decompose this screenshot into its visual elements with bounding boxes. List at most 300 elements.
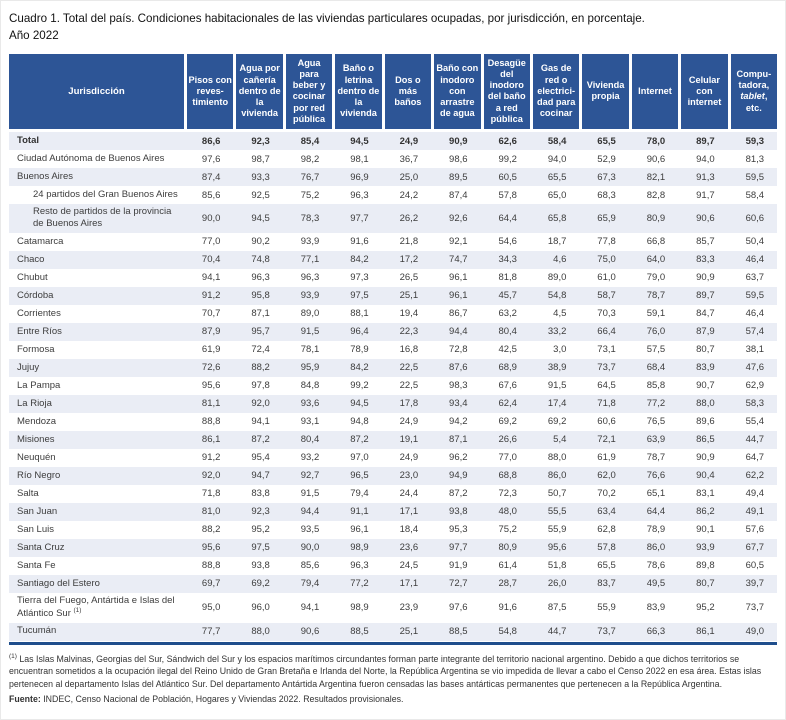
value-cell: 94,7 xyxy=(251,470,270,482)
table-row xyxy=(9,204,777,233)
row-label: 24 partidos del Gran Buenos Aires xyxy=(33,188,178,200)
value-cell: 93,2 xyxy=(300,452,320,464)
value-cell: 88,1 xyxy=(350,308,369,320)
value-cell: 92,1 xyxy=(449,236,468,248)
value-cell: 90,0 xyxy=(300,542,320,554)
value-cell: 93,9 xyxy=(300,236,320,248)
value-cell: 60,5 xyxy=(745,560,765,572)
value-cell: 94,1 xyxy=(300,602,320,614)
value-cell: 26,5 xyxy=(399,272,419,284)
value-cell: 49,5 xyxy=(646,578,666,590)
value-cell: 90,6 xyxy=(696,212,715,224)
value-cell: 45,7 xyxy=(498,290,517,302)
value-cell: 87,9 xyxy=(696,326,715,338)
column-header: Compu-tadora, tablet, etc. xyxy=(731,54,777,129)
value-cell: 88,8 xyxy=(201,560,221,572)
value-cell: 94,4 xyxy=(300,506,320,518)
value-cell: 78,0 xyxy=(646,135,666,147)
row-label: San Juan xyxy=(17,505,58,517)
value-cell: 79,4 xyxy=(350,488,369,500)
table-row xyxy=(9,150,777,168)
value-cell: 64,7 xyxy=(745,452,765,464)
value-cell: 70,7 xyxy=(201,308,221,320)
table-row xyxy=(9,521,777,539)
value-cell: 62,6 xyxy=(498,135,517,147)
value-cell: 94,1 xyxy=(201,272,221,284)
value-cell: 81,0 xyxy=(201,506,221,518)
row-label: Santa Fe xyxy=(17,559,56,571)
table-row xyxy=(9,251,777,269)
value-cell: 85,7 xyxy=(696,236,715,248)
value-cell: 28,7 xyxy=(498,578,517,590)
source-text: INDEC, Censo Nacional de Población, Hogares y Viviendas 2022. Resultados provisionales. xyxy=(40,693,404,704)
value-cell: 98,9 xyxy=(350,542,369,554)
value-cell: 87,1 xyxy=(449,434,468,446)
value-cell: 71,8 xyxy=(201,488,221,500)
value-cell: 90,6 xyxy=(646,153,666,165)
value-cell: 68,9 xyxy=(498,362,517,374)
table-row xyxy=(9,341,777,359)
value-cell: 72,1 xyxy=(597,434,616,446)
value-cell: 25,0 xyxy=(399,171,419,183)
column-header: Celular con internet xyxy=(681,54,727,129)
table-header-row xyxy=(9,54,777,129)
value-cell: 22,3 xyxy=(399,326,419,338)
value-cell: 65,5 xyxy=(597,560,616,572)
row-label: Resto de partidos de la provincia de Buenos Aires xyxy=(33,206,172,230)
value-cell: 24,9 xyxy=(399,452,419,464)
value-cell: 68,3 xyxy=(597,189,616,201)
value-cell: 84,7 xyxy=(696,308,715,320)
value-cell: 95,6 xyxy=(547,542,567,554)
value-cell: 88,8 xyxy=(201,416,221,428)
value-cell: 19,4 xyxy=(399,308,419,320)
value-cell: 65,5 xyxy=(597,135,616,147)
value-cell: 92,3 xyxy=(251,135,270,147)
value-cell: 59,5 xyxy=(745,171,765,183)
value-cell: 18,7 xyxy=(547,236,567,248)
value-cell: 58,4 xyxy=(547,135,567,147)
value-cell: 57,4 xyxy=(745,326,765,338)
value-cell: 65,1 xyxy=(646,488,666,500)
value-cell: 17,1 xyxy=(399,578,419,590)
value-cell: 89,0 xyxy=(547,272,567,284)
value-cell: 65,0 xyxy=(547,189,567,201)
value-cell: 83,9 xyxy=(696,362,715,374)
value-cell: 65,8 xyxy=(547,212,567,224)
table-row xyxy=(9,269,777,287)
value-cell: 97,5 xyxy=(251,542,270,554)
value-cell: 95,2 xyxy=(251,524,270,536)
value-cell: 78,1 xyxy=(300,344,320,356)
value-cell: 98,2 xyxy=(300,153,320,165)
value-cell: 86,6 xyxy=(201,135,221,147)
table-row xyxy=(9,593,777,623)
value-cell: 19,1 xyxy=(399,434,419,446)
value-cell: 59,1 xyxy=(646,308,666,320)
column-header: Internet xyxy=(632,54,678,129)
value-cell: 92,0 xyxy=(251,398,270,410)
value-cell: 88,2 xyxy=(251,362,270,374)
value-cell: 58,7 xyxy=(597,290,616,302)
value-cell: 87,4 xyxy=(449,189,468,201)
value-cell: 99,2 xyxy=(498,153,517,165)
value-cell: 44,7 xyxy=(547,626,567,638)
value-cell: 4,6 xyxy=(553,254,567,266)
value-cell: 93,8 xyxy=(449,506,468,518)
value-cell: 62,0 xyxy=(597,470,616,482)
value-cell: 97,8 xyxy=(251,380,270,392)
value-cell: 89,6 xyxy=(696,416,715,428)
value-cell: 81,8 xyxy=(498,272,517,284)
value-cell: 50,4 xyxy=(745,236,765,248)
value-cell: 88,0 xyxy=(696,398,715,410)
value-cell: 95,7 xyxy=(251,326,270,338)
value-cell: 26,6 xyxy=(498,434,517,446)
row-label: Corrientes xyxy=(17,307,61,319)
value-cell: 24,9 xyxy=(399,416,419,428)
value-cell: 63,9 xyxy=(646,434,666,446)
value-cell: 95,6 xyxy=(201,380,221,392)
value-cell: 62,4 xyxy=(498,398,517,410)
value-cell: 34,3 xyxy=(498,254,517,266)
value-cell: 72,4 xyxy=(251,344,270,356)
value-cell: 24,2 xyxy=(399,189,419,201)
value-cell: 58,4 xyxy=(745,189,765,201)
value-cell: 80,7 xyxy=(696,344,715,356)
value-cell: 77,1 xyxy=(300,254,320,266)
value-cell: 97,7 xyxy=(350,212,369,224)
value-cell: 92,0 xyxy=(201,470,221,482)
value-cell: 94,9 xyxy=(449,470,468,482)
value-cell: 77,0 xyxy=(201,236,221,248)
source-label: Fuente: xyxy=(9,693,41,704)
value-cell: 73,1 xyxy=(597,344,616,356)
table-row xyxy=(9,359,777,377)
value-cell: 55,4 xyxy=(745,416,765,428)
table-bottom-rule xyxy=(9,642,777,645)
value-cell: 78,9 xyxy=(350,344,369,356)
row-label: Catamarca xyxy=(17,235,64,247)
value-cell: 70,4 xyxy=(201,254,221,266)
value-cell: 33,2 xyxy=(547,326,567,338)
value-cell: 91,1 xyxy=(350,506,369,518)
row-label: Río Negro xyxy=(17,469,61,481)
value-cell: 83,3 xyxy=(696,254,715,266)
value-cell: 96,1 xyxy=(350,524,369,536)
value-cell: 92,5 xyxy=(251,189,270,201)
value-cell: 68,8 xyxy=(498,470,517,482)
value-cell: 89,5 xyxy=(449,171,468,183)
value-cell: 98,6 xyxy=(449,153,468,165)
value-cell: 61,9 xyxy=(201,344,221,356)
value-cell: 54,8 xyxy=(547,290,567,302)
value-cell: 96,3 xyxy=(350,560,369,572)
value-cell: 96,9 xyxy=(350,171,369,183)
value-cell: 82,8 xyxy=(646,189,666,201)
value-cell: 23,9 xyxy=(399,602,419,614)
value-cell: 24,9 xyxy=(399,135,419,147)
value-cell: 66,4 xyxy=(597,326,616,338)
value-cell: 76,7 xyxy=(300,171,320,183)
value-cell: 18,4 xyxy=(399,524,419,536)
value-cell: 77,7 xyxy=(201,626,221,638)
value-cell: 73,7 xyxy=(597,362,616,374)
value-cell: 94,5 xyxy=(350,135,369,147)
value-cell: 66,8 xyxy=(646,236,666,248)
value-cell: 72,8 xyxy=(449,344,468,356)
value-cell: 76,6 xyxy=(646,470,666,482)
value-cell: 95,2 xyxy=(696,602,715,614)
value-cell: 90,4 xyxy=(696,470,715,482)
column-header: Baño con inodoro con arrastre de agua xyxy=(434,54,480,129)
value-cell: 59,5 xyxy=(745,290,765,302)
row-label: Jujuy xyxy=(17,361,40,373)
value-cell: 96,3 xyxy=(300,272,320,284)
value-cell: 95,4 xyxy=(251,452,270,464)
value-cell: 39,7 xyxy=(745,578,765,590)
table-row xyxy=(9,395,777,413)
value-cell: 93,5 xyxy=(300,524,320,536)
column-header: Agua para beber y cocinar por red pública xyxy=(286,54,332,129)
value-cell: 88,5 xyxy=(350,626,369,638)
value-cell: 97,5 xyxy=(350,290,369,302)
footnote xyxy=(9,652,777,691)
column-header-jurisdiccion: Jurisdicción xyxy=(9,54,184,129)
table-row xyxy=(9,467,777,485)
value-cell: 88,5 xyxy=(449,626,468,638)
value-cell: 69,2 xyxy=(251,578,270,590)
row-label: Santa Cruz xyxy=(17,541,65,553)
value-cell: 17,4 xyxy=(547,398,567,410)
value-cell: 77,0 xyxy=(498,452,517,464)
value-cell: 91,3 xyxy=(696,171,715,183)
value-cell: 95,3 xyxy=(449,524,468,536)
table-row xyxy=(9,449,777,467)
value-cell: 75,2 xyxy=(498,524,517,536)
value-cell: 78,3 xyxy=(300,212,320,224)
value-cell: 57,6 xyxy=(745,524,765,536)
column-header: Agua por cañería dentro de la vivienda xyxy=(236,54,282,129)
value-cell: 82,1 xyxy=(646,171,666,183)
value-cell: 22,5 xyxy=(399,380,419,392)
row-label: La Pampa xyxy=(17,379,61,391)
table-row xyxy=(9,623,777,641)
value-cell: 60,5 xyxy=(498,171,517,183)
value-cell: 93,4 xyxy=(449,398,468,410)
table-row xyxy=(9,287,777,305)
table-row xyxy=(9,503,777,521)
value-cell: 89,8 xyxy=(696,560,715,572)
table-row xyxy=(9,323,777,341)
value-cell: 98,3 xyxy=(449,380,468,392)
value-cell: 96,1 xyxy=(449,272,468,284)
value-cell: 73,7 xyxy=(745,602,765,614)
value-cell: 91,6 xyxy=(498,602,517,614)
value-cell: 63,4 xyxy=(597,506,616,518)
value-cell: 67,3 xyxy=(597,171,616,183)
row-label: Mendoza xyxy=(17,415,57,427)
value-cell: 80,4 xyxy=(300,434,320,446)
value-cell: 38,9 xyxy=(547,362,567,374)
value-cell: 91,5 xyxy=(300,488,320,500)
value-cell: 81,1 xyxy=(201,398,221,410)
row-label: Tierra del Fuego, Antártida e Islas del Atlántico Sur $^{(1)}$ xyxy=(17,594,175,620)
value-cell: 92,7 xyxy=(300,470,320,482)
value-cell: 96,2 xyxy=(449,452,468,464)
footnote-marker: (1) xyxy=(9,652,17,660)
value-cell: 64,5 xyxy=(597,380,616,392)
value-cell: 84,2 xyxy=(350,362,369,374)
value-cell: 76,5 xyxy=(646,416,666,428)
value-cell: 36,7 xyxy=(399,153,419,165)
value-cell: 87,2 xyxy=(449,488,468,500)
value-cell: 54,6 xyxy=(498,236,517,248)
value-cell: 94,0 xyxy=(696,153,715,165)
value-cell: 97,6 xyxy=(449,602,468,614)
value-cell: 97,0 xyxy=(350,452,369,464)
value-cell: 91,5 xyxy=(547,380,567,392)
column-header: Desagüe del inodoro del baño a red pública xyxy=(484,54,530,129)
table-body xyxy=(9,132,777,641)
value-cell: 44,7 xyxy=(745,434,765,446)
row-label: Chubut xyxy=(17,271,48,283)
value-cell: 85,4 xyxy=(300,135,320,147)
value-cell: 42,5 xyxy=(498,344,517,356)
value-cell: 93,3 xyxy=(251,171,270,183)
footnote-text: Las Islas Malvinas, Georgias del Sur, Sándwich del Sur y los espacios marítimos circundantes forman parte integrante del territorio nacional argentino. Debido a que dichos territorios se encuentran sometidos a la ocupación ilegal del Reino Unido de Gran Bretaña e Irlanda del Norte, la República Argentina se vio impedida de llevar a cabo el Censo 2022 en esa área. Estas islas pertenecen al departamento Islas del Atlántico Sur. Del departamento Antártida Argentina fueron censadas las bases antárticas permanentes que pertenecen a la República Argentina. xyxy=(9,653,762,690)
value-cell: 93,9 xyxy=(300,290,320,302)
row-label: Tucumán xyxy=(17,625,57,637)
value-cell: 85,6 xyxy=(300,560,320,572)
value-cell: 97,6 xyxy=(201,153,221,165)
value-cell: 86,0 xyxy=(547,470,567,482)
value-cell: 67,6 xyxy=(498,380,517,392)
value-cell: 26,2 xyxy=(399,212,419,224)
table-row xyxy=(9,575,777,593)
value-cell: 86,7 xyxy=(449,308,468,320)
value-cell: 99,2 xyxy=(350,380,369,392)
value-cell: 95,8 xyxy=(251,290,270,302)
value-cell: 69,2 xyxy=(498,416,517,428)
row-label: Neuquén xyxy=(17,451,56,463)
value-cell: 70,3 xyxy=(597,308,616,320)
value-cell: 81,3 xyxy=(745,153,765,165)
table-row xyxy=(9,168,777,186)
value-cell: 62,9 xyxy=(745,380,765,392)
value-cell: 60,6 xyxy=(745,212,765,224)
value-cell: 98,9 xyxy=(350,602,369,614)
value-cell: 54,8 xyxy=(498,626,517,638)
value-cell: 80,9 xyxy=(498,542,517,554)
value-cell: 91,9 xyxy=(449,560,468,572)
value-cell: 93,8 xyxy=(251,560,270,572)
value-cell: 87,4 xyxy=(201,171,221,183)
value-cell: 62,8 xyxy=(597,524,616,536)
value-cell: 87,1 xyxy=(251,308,270,320)
value-cell: 90,9 xyxy=(449,135,468,147)
value-cell: 98,7 xyxy=(251,153,270,165)
title-line-1: Cuadro 1. Total del país. Condiciones habitacionales de las viviendas particulares ocupadas, por jurisdicción, en porcentaje. xyxy=(9,12,645,25)
value-cell: 87,5 xyxy=(547,602,567,614)
row-label: San Luis xyxy=(17,523,54,535)
value-cell: 96,3 xyxy=(251,272,270,284)
value-cell: 3,0 xyxy=(553,344,567,356)
value-cell: 79,4 xyxy=(300,578,320,590)
value-cell: 94,5 xyxy=(350,398,369,410)
value-cell: 63,2 xyxy=(498,308,517,320)
table-row xyxy=(9,377,777,395)
value-cell: 87,2 xyxy=(251,434,270,446)
value-cell: 86,1 xyxy=(201,434,221,446)
row-label: Córdoba xyxy=(17,289,54,301)
value-cell: 25,1 xyxy=(399,290,419,302)
value-cell: 50,7 xyxy=(547,488,567,500)
value-cell: 83,8 xyxy=(251,488,270,500)
value-cell: 91,7 xyxy=(696,189,715,201)
value-cell: 90,9 xyxy=(696,272,715,284)
value-cell: 94,5 xyxy=(251,212,270,224)
value-cell: 96,0 xyxy=(251,602,270,614)
value-cell: 51,8 xyxy=(547,560,567,572)
row-label: Total xyxy=(17,134,39,146)
value-cell: 52,9 xyxy=(597,153,616,165)
value-cell: 86,1 xyxy=(696,626,715,638)
table-row xyxy=(9,431,777,449)
value-cell: 46,4 xyxy=(745,308,765,320)
value-cell: 17,8 xyxy=(399,398,419,410)
value-cell: 21,8 xyxy=(399,236,419,248)
value-cell: 64,4 xyxy=(498,212,517,224)
value-cell: 88,2 xyxy=(201,524,221,536)
value-cell: 95,9 xyxy=(300,362,320,374)
value-cell: 72,3 xyxy=(498,488,517,500)
value-cell: 60,6 xyxy=(597,416,616,428)
value-cell: 90,9 xyxy=(696,452,715,464)
value-cell: 24,4 xyxy=(399,488,419,500)
value-cell: 94,4 xyxy=(449,326,468,338)
value-cell: 80,9 xyxy=(646,212,666,224)
value-cell: 61,4 xyxy=(498,560,517,572)
value-cell: 96,4 xyxy=(350,326,369,338)
value-cell: 78,7 xyxy=(646,452,666,464)
value-cell: 16,8 xyxy=(399,344,419,356)
value-cell: 90,2 xyxy=(251,236,270,248)
row-label: La Rioja xyxy=(17,397,52,409)
row-label: Chaco xyxy=(17,253,45,265)
column-header: Baño o letrina dentro de la vivienda xyxy=(335,54,381,129)
source-line xyxy=(9,694,777,704)
table-title xyxy=(9,10,777,45)
value-cell: 23,6 xyxy=(399,542,419,554)
value-cell: 70,2 xyxy=(597,488,616,500)
value-cell: 59,3 xyxy=(745,135,765,147)
value-cell: 95,0 xyxy=(201,602,221,614)
value-cell: 85,8 xyxy=(646,380,666,392)
value-cell: 75,2 xyxy=(300,189,320,201)
value-cell: 17,2 xyxy=(399,254,419,266)
value-cell: 84,2 xyxy=(350,254,369,266)
value-cell: 86,5 xyxy=(696,434,715,446)
column-header: Gas de red o electrici-dad para cocinar xyxy=(533,54,579,129)
value-cell: 90,0 xyxy=(201,212,221,224)
table-row xyxy=(9,233,777,251)
value-cell: 86,0 xyxy=(646,542,666,554)
title-line-2: Año 2022 xyxy=(9,29,59,43)
value-cell: 78,7 xyxy=(646,290,666,302)
value-cell: 89,0 xyxy=(300,308,320,320)
value-cell: 17,1 xyxy=(399,506,419,518)
